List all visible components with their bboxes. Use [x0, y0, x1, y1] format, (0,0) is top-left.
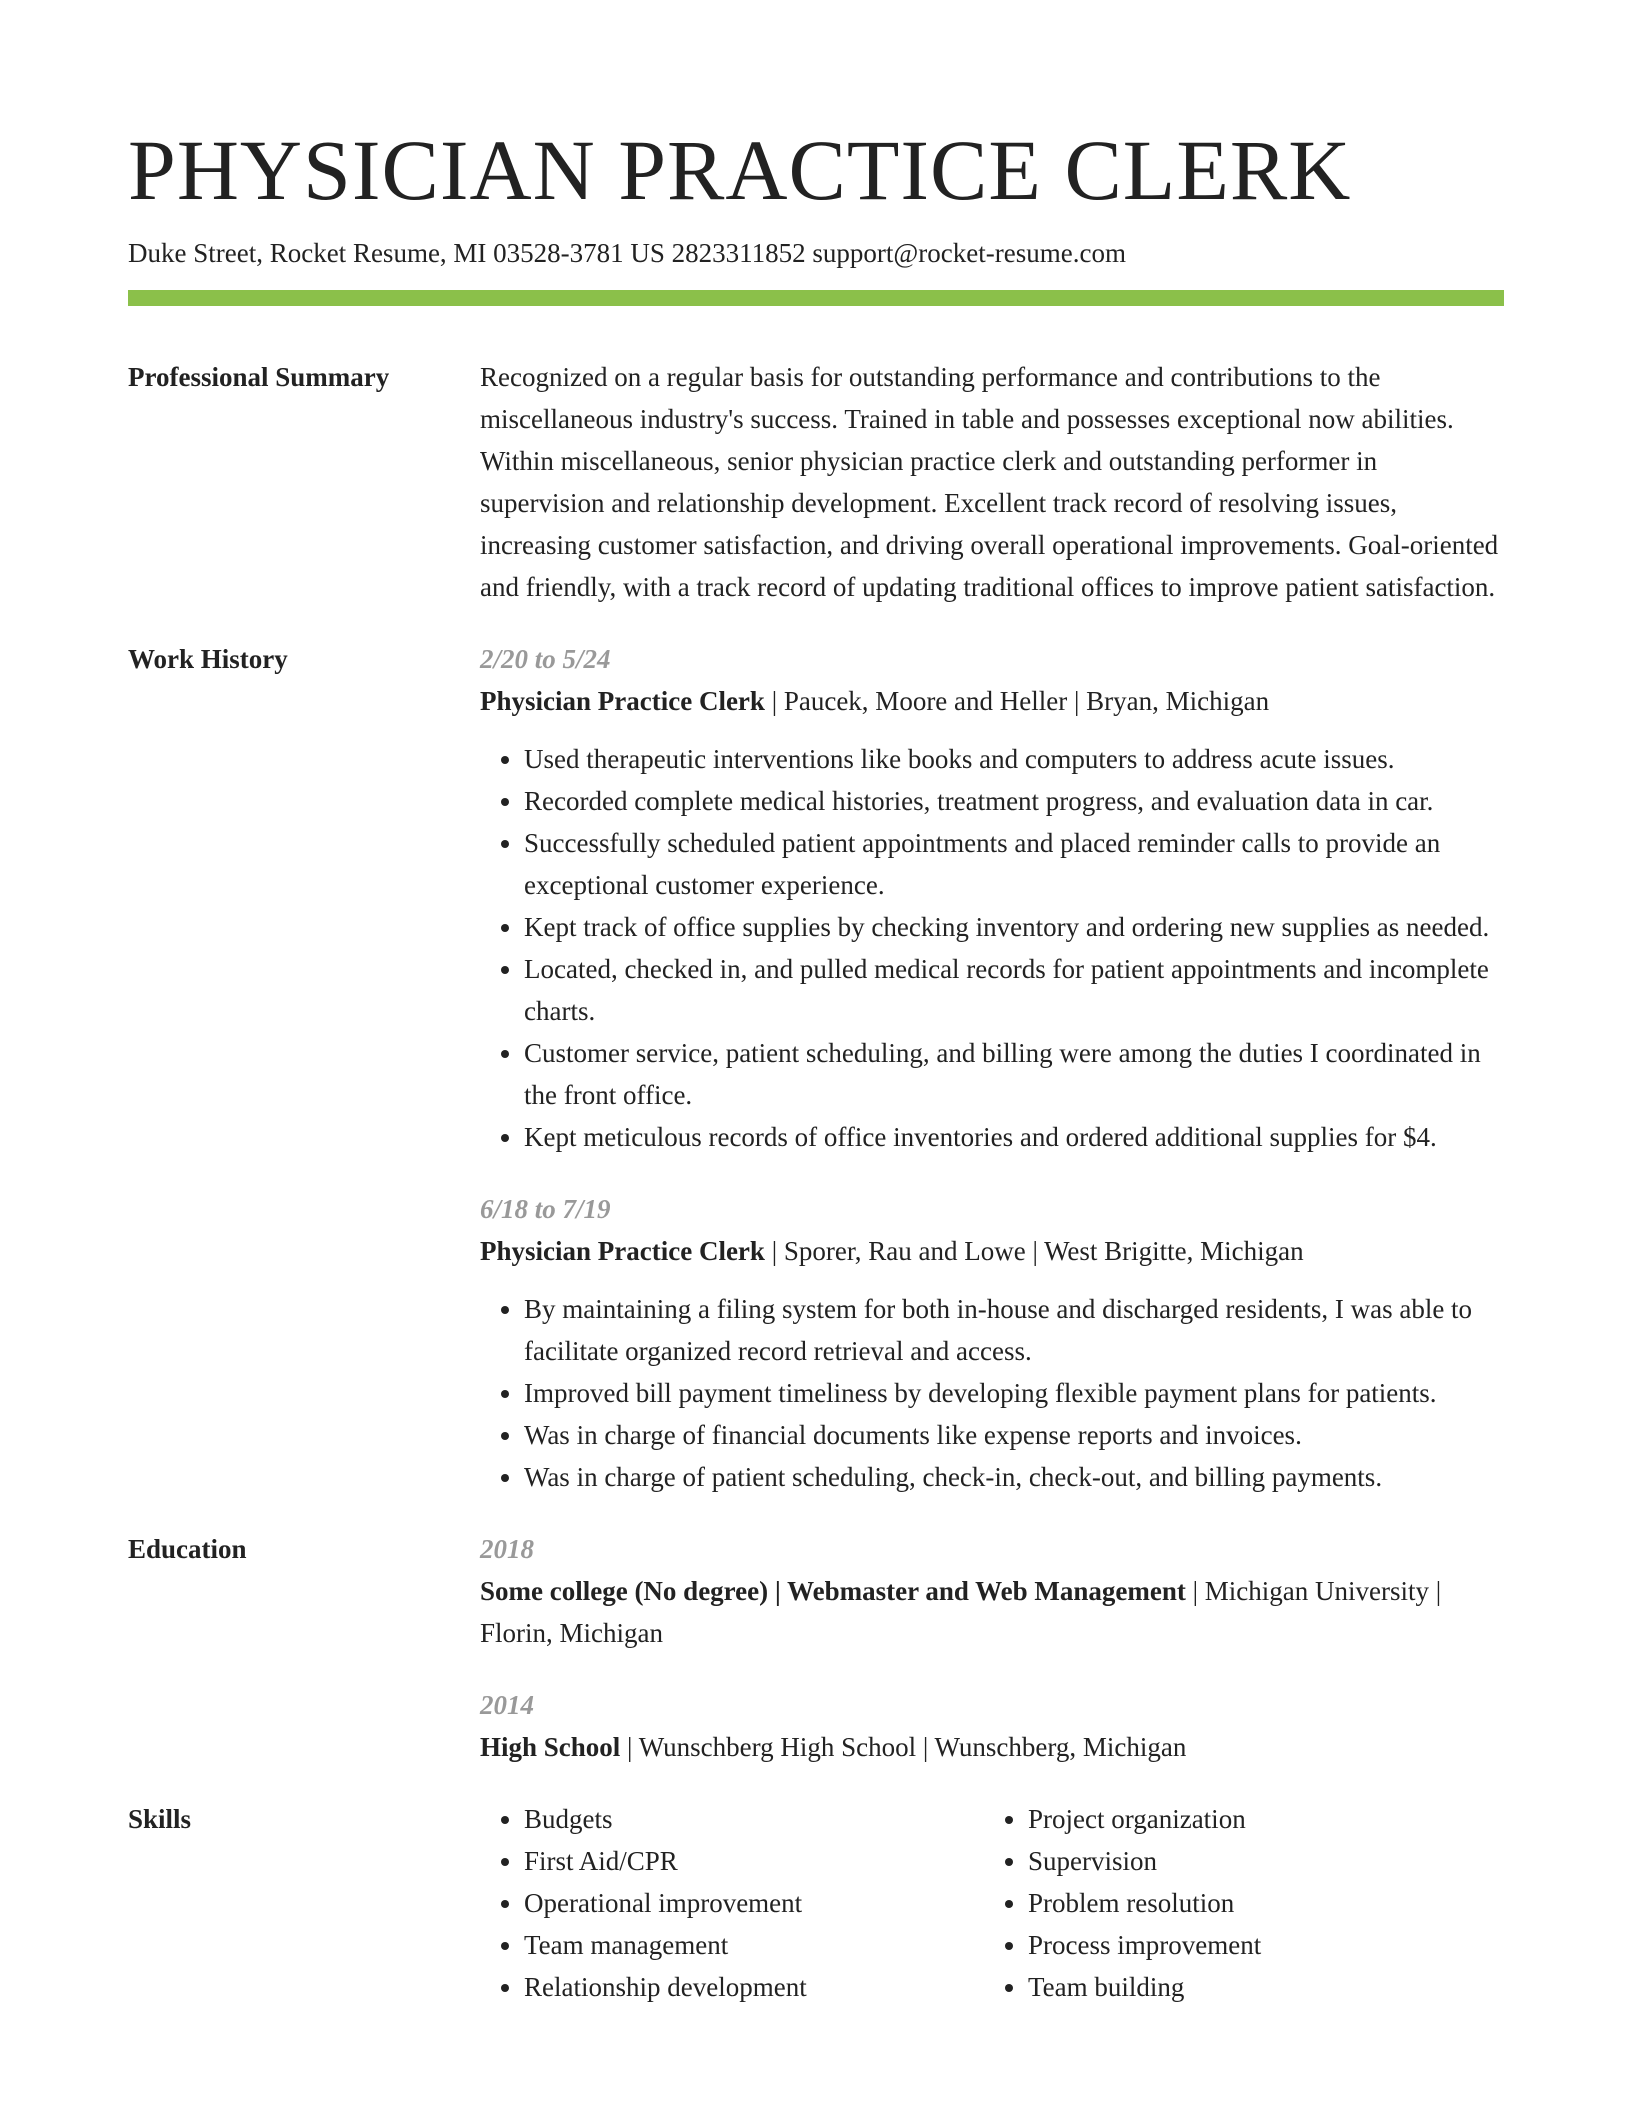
skill-item: • Team management [524, 1924, 984, 1966]
education-heading [480, 1726, 1504, 1768]
section-label: Education [128, 1534, 247, 1564]
skills-section [128, 1798, 1504, 2008]
resume-page [128, 0, 1504, 2008]
job-entry [480, 638, 1504, 1158]
job-title: Physician Practice Clerk [480, 686, 765, 716]
education-details: | Wunschberg High School | Wunschberg, Michigan [620, 1732, 1187, 1762]
summary-text: Recognized on a regular basis for outstanding performance and contributions to the miscellaneous industry's success. Trained in table and possesses exceptional now abilities. Within miscellaneous, senior physician practice clerk and outstanding performer in supervision and relationship development. Excellent track record of resolving issues, increasing customer satisfaction, and driving overall operational improvements. Goal-oriented and friendly, with a track record of updating traditional offices to improve patient satisfaction. [480, 362, 1499, 602]
education-year: 2018 [480, 1534, 534, 1564]
education-section [128, 1528, 1504, 1768]
summary-section [128, 356, 1504, 608]
list-item: • Used therapeutic interventions like books and computers to address acute issues. [524, 738, 1504, 780]
skill-item: • Relationship development [524, 1966, 984, 2008]
job-entry [480, 1188, 1504, 1498]
job-bullets [480, 738, 1504, 1158]
skill-item: • Supervision [1028, 1840, 1498, 1882]
list-item: • Was in charge of financial documents like expense reports and invoices. [524, 1414, 1504, 1456]
job-bullets [480, 1288, 1504, 1498]
skill-item: • Team building [1028, 1966, 1498, 2008]
job-dates: 6/18 to 7/19 [480, 1194, 611, 1224]
skills-list-right [984, 1798, 1498, 2008]
list-item: • Successfully scheduled patient appointments and placed reminder calls to provide an exceptional customer experience. [524, 822, 1504, 906]
skill-item: • Process improvement [1028, 1924, 1498, 1966]
education-entry [480, 1528, 1504, 1654]
list-item: • Kept meticulous records of office inventories and ordered additional supplies for $4. [524, 1116, 1504, 1158]
header-divider [128, 290, 1504, 306]
skill-item: • First Aid/CPR [524, 1840, 984, 1882]
education-heading [480, 1570, 1504, 1654]
job-dates: 2/20 to 5/24 [480, 644, 611, 674]
job-details: | Paucek, Moore and Heller | Bryan, Michigan [764, 686, 1270, 716]
education-entry [480, 1684, 1504, 1768]
list-item: • Located, checked in, and pulled medical records for patient appointments and incomplete charts. [524, 948, 1504, 1032]
job-details: | Sporer, Rau and Lowe | West Brigitte, Michigan [764, 1236, 1304, 1266]
list-item: • Improved bill payment timeliness by developing flexible payment plans for patients. [524, 1372, 1504, 1414]
job-heading [480, 1230, 1504, 1272]
job-title: Physician Practice Clerk [480, 1236, 765, 1266]
contact-line: Duke Street, Rocket Resume, MI 03528-3781 US 2823311852 support@rocket-resume.com [128, 238, 1126, 268]
list-item: • By maintaining a filing system for both in-house and discharged residents, I was able to facilitate organized record retrieval and access. [524, 1288, 1504, 1372]
skills-list-left [480, 1798, 984, 2008]
job-heading [480, 680, 1504, 722]
education-title: Some college (No degree) | Webmaster and Web Management [480, 1576, 1186, 1606]
education-title: High School [480, 1732, 621, 1762]
skill-item: • Problem resolution [1028, 1882, 1498, 1924]
work-history-section [128, 638, 1504, 1498]
education-body [480, 1528, 1504, 1768]
work-history-body [480, 638, 1504, 1498]
list-item: • Recorded complete medical histories, treatment progress, and evaluation data in car. [524, 780, 1504, 822]
skills-columns [480, 1798, 1504, 2008]
education-details: | Michigan University | Florin, Michigan [480, 1576, 1442, 1648]
section-label: Skills [128, 1804, 192, 1834]
section-label: Work History [128, 644, 288, 674]
skill-item: • Budgets [524, 1798, 984, 1840]
skills-body [480, 1798, 1504, 2008]
section-label: Professional Summary [128, 362, 390, 392]
list-item: • Kept track of office supplies by checking inventory and ordering new supplies as needed. [524, 906, 1504, 948]
skill-item: • Operational improvement [524, 1882, 984, 1924]
education-year: 2014 [480, 1690, 534, 1720]
list-item: • Was in charge of patient scheduling, check-in, check-out, and billing payments. [524, 1456, 1504, 1498]
skill-item: • Project organization [1028, 1798, 1498, 1840]
resume-name: PHYSICIAN PRACTICE CLERK [128, 122, 1352, 218]
list-item: • Customer service, patient scheduling, and billing were among the duties I coordinated in the front office. [524, 1032, 1504, 1116]
